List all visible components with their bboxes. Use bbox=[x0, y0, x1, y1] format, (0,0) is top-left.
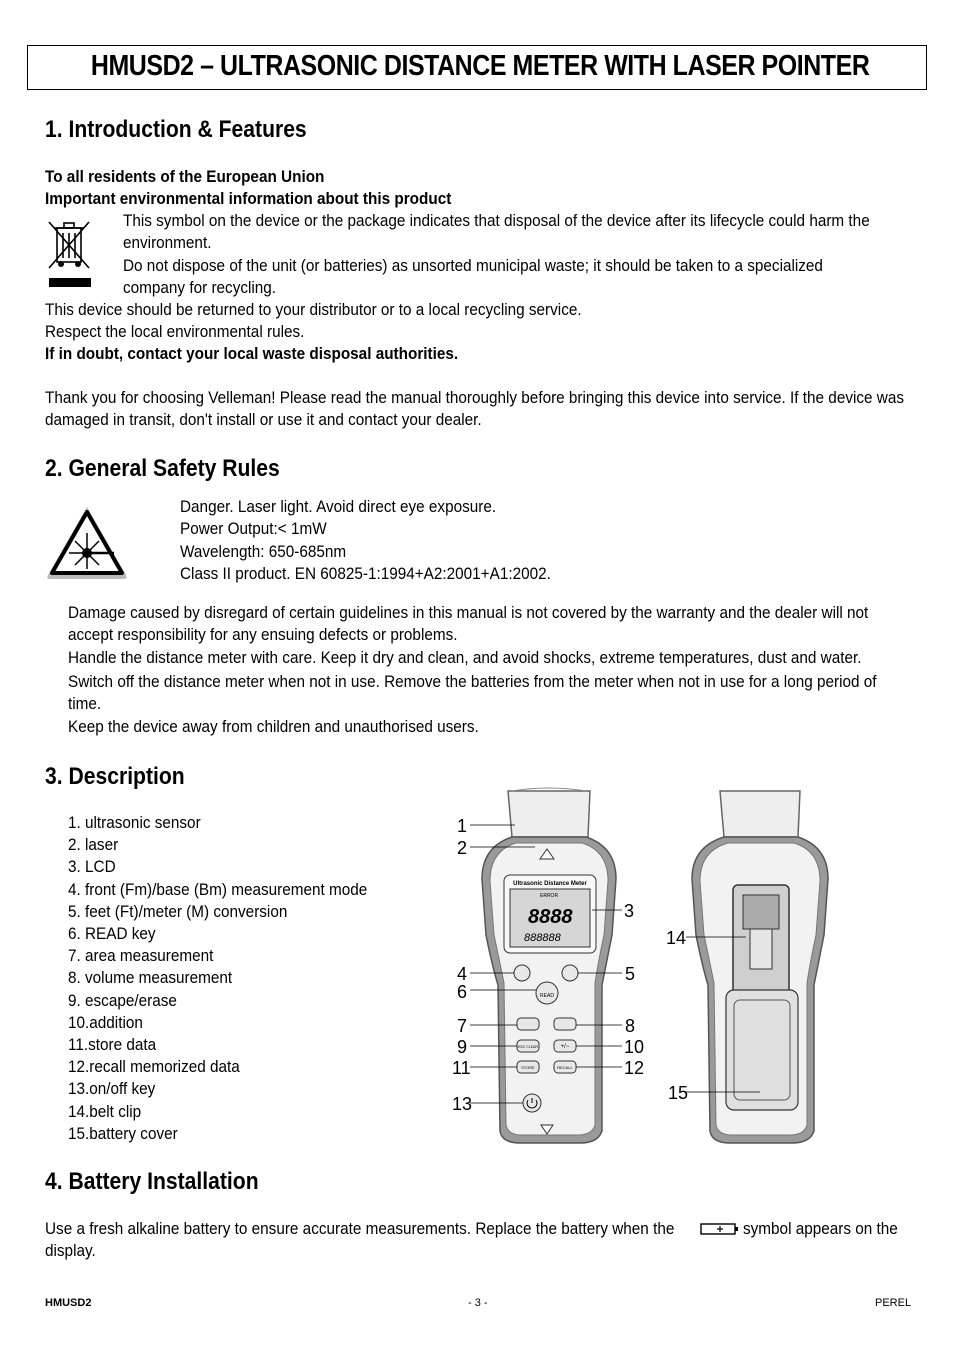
battery-text-1a: Use a fresh alkaline battery to ensure accurate measurements. Replace the battery when the bbox=[45, 1219, 675, 1238]
callout-7: 7 bbox=[457, 1016, 468, 1036]
device-back bbox=[692, 791, 828, 1143]
battery-icon bbox=[700, 1222, 740, 1236]
section-heading-intro: 1. Introduction & Features bbox=[45, 116, 307, 143]
section-heading-description: 3. Description bbox=[45, 763, 185, 790]
callout-13: 13 bbox=[452, 1094, 473, 1114]
list-item: 5. feet (Ft)/meter (M) conversion bbox=[68, 901, 288, 921]
footer-model: HMUSD2 bbox=[45, 1297, 92, 1309]
env-info-line: Important environmental information about this product bbox=[45, 189, 452, 208]
callout-1: 1 bbox=[457, 816, 468, 836]
list-item: 10.addition bbox=[68, 1012, 143, 1032]
list-item: 4. front (Fm)/base (Bm) measurement mode bbox=[68, 879, 368, 899]
callout-14: 14 bbox=[666, 928, 687, 948]
callout-11: 11 bbox=[452, 1058, 471, 1078]
safety-rule-5: time. bbox=[68, 694, 102, 713]
escape-key: ESC CLEAR bbox=[518, 1045, 538, 1049]
weee-text-1: This symbol on the device or the package indicates that disposal of the device after its lifecycle could harm the bbox=[123, 211, 870, 230]
recall-key: RECALL bbox=[557, 1065, 573, 1070]
callout-5: 5 bbox=[625, 964, 636, 984]
section-heading-safety: 2. General Safety Rules bbox=[45, 455, 280, 482]
footer-brand: PEREL bbox=[875, 1297, 912, 1309]
list-item: 3. LCD bbox=[68, 857, 116, 877]
safety-rule-6: Keep the device away from children and unauthorised users. bbox=[68, 717, 479, 736]
list-item: 8. volume measurement bbox=[68, 968, 233, 988]
laser-line-1: Danger. Laser light. Avoid direct eye exposure. bbox=[180, 497, 497, 516]
list-item: 11.store data bbox=[68, 1035, 157, 1055]
page-title: HMUSD2 – ULTRASONIC DISTANCE METER WITH LASER POINTER bbox=[90, 50, 870, 82]
callout-8: 8 bbox=[625, 1016, 636, 1036]
callout-4: 4 bbox=[457, 964, 468, 984]
lcd-digits: 8888 bbox=[528, 906, 573, 928]
title-box bbox=[27, 45, 927, 90]
read-key: READ bbox=[540, 993, 554, 999]
battery-text-2: display. bbox=[45, 1241, 96, 1260]
doubt-text: If in doubt, contact your local waste disposal authorities. bbox=[45, 344, 459, 363]
callout-15: 15 bbox=[668, 1083, 689, 1103]
list-item: 6. READ key bbox=[68, 924, 156, 944]
callout-10: 10 bbox=[624, 1037, 645, 1057]
list-item: 14.belt clip bbox=[68, 1101, 142, 1121]
lcd-digits-small: 888888 bbox=[524, 932, 561, 944]
laser-line-4: Class II product. EN 60825-1:1994+A2:2001+A1:2002. bbox=[180, 564, 551, 583]
laser-warning-icon bbox=[44, 503, 130, 581]
safety-rule-4: Switch off the distance meter when not in use. Remove the batteries from the meter when not in use for a long period of bbox=[68, 672, 877, 691]
list-item: 13.on/off key bbox=[68, 1079, 156, 1099]
weee-text-2: environment. bbox=[123, 233, 212, 252]
callout-12: 12 bbox=[624, 1058, 645, 1078]
parts-list bbox=[68, 812, 367, 1145]
device-front bbox=[482, 788, 616, 1143]
thanks-text-1: Thank you for choosing Velleman! Please read the manual thoroughly before bringing this device into service. If the device was bbox=[45, 388, 905, 407]
safety-rule-3: Handle the distance meter with care. Keep it dry and clean, and avoid shocks, extreme temperatures, dust and water. bbox=[68, 648, 862, 667]
footer-page-number: - 3 - bbox=[468, 1297, 488, 1309]
callout-3: 3 bbox=[624, 901, 635, 921]
weee-text-3: Do not dispose of the unit (or batteries) as unsorted municipal waste; it should be taken to a specialized bbox=[123, 256, 823, 275]
weee-bin-icon bbox=[45, 214, 95, 290]
laser-line-3: Wavelength: 650-685nm bbox=[180, 542, 347, 561]
store-key: STORE bbox=[521, 1065, 535, 1070]
eu-residents-line: To all residents of the European Union bbox=[45, 167, 325, 186]
list-item: 12.recall memorized data bbox=[68, 1057, 240, 1077]
laser-line-2: Power Output:< 1mW bbox=[180, 519, 327, 538]
safety-rule-1: Damage caused by disregard of certain guidelines in this manual is not covered by the warranty and the dealer will not bbox=[68, 603, 869, 622]
thanks-text-2: damaged in transit, don't install or use it and contact your dealer. bbox=[45, 410, 482, 429]
device-figure bbox=[440, 785, 840, 1150]
list-item: 2. laser bbox=[68, 835, 119, 855]
weee-text-4: company for recycling. bbox=[123, 278, 277, 297]
list-item: 9. escape/erase bbox=[68, 990, 177, 1010]
lcd-error: ERROR bbox=[540, 893, 559, 899]
safety-rule-2: accept responsibility for any ensuing defects or problems. bbox=[68, 625, 458, 644]
respect-text: Respect the local environmental rules. bbox=[45, 322, 305, 341]
list-item: 1. ultrasonic sensor bbox=[68, 813, 201, 832]
plus-key: +/− bbox=[560, 1044, 570, 1050]
return-text: This device should be returned to your distributor or to a local recycling service. bbox=[45, 300, 582, 319]
battery-text-1b: symbol appears on the bbox=[743, 1219, 898, 1238]
list-item: 7. area measurement bbox=[68, 946, 214, 966]
device-label: Ultrasonic Distance Meter bbox=[513, 881, 587, 887]
section-heading-battery: 4. Battery Installation bbox=[45, 1168, 259, 1195]
callout-6: 6 bbox=[457, 982, 468, 1002]
list-item: 15.battery cover bbox=[68, 1123, 178, 1143]
callout-2: 2 bbox=[457, 838, 468, 858]
callout-9: 9 bbox=[457, 1037, 468, 1057]
